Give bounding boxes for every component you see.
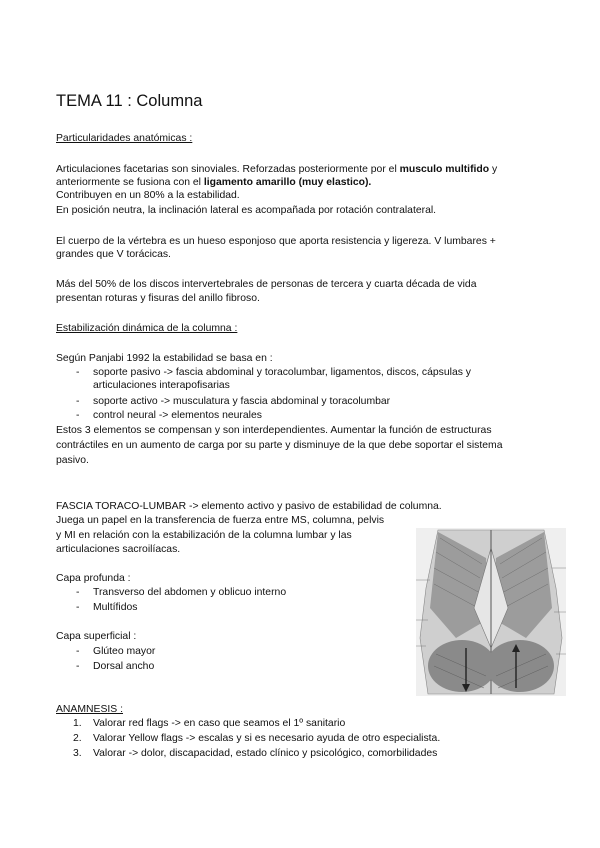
paragraph-line: Articulaciones facetarias son sinoviales. Reforzadas posteriormente por el musculo multifido y bbox=[56, 164, 498, 175]
bullet-dash: - bbox=[76, 587, 80, 598]
list-item: Valorar -> dolor, discapacidad, estado clínico y psicológico, comorbilidades bbox=[93, 748, 438, 759]
paragraph-line: y MI en relación con la estabilización de la columna lumbar y las bbox=[56, 530, 352, 541]
paragraph-line: El cuerpo de la vértebra es un hueso esponjoso que aporta resistencia y ligereza. V lumbares + bbox=[56, 236, 496, 247]
paragraph-line: En posición neutra, la inclinación lateral es acompañada por rotación contralateral. bbox=[56, 205, 437, 216]
bullet-dash: - bbox=[76, 661, 80, 672]
list-item: soporte activo -> musculatura y fascia abdominal y toracolumbar bbox=[93, 396, 391, 407]
paragraph-line: Contribuyen en un 80% a la estabilidad. bbox=[56, 190, 240, 201]
paragraph-line: presentan roturas y fisuras del anillo fibroso. bbox=[56, 293, 260, 304]
paragraph-line: grandes que V torácicas. bbox=[56, 249, 171, 260]
bullet-dash: - bbox=[76, 396, 80, 407]
bullet-dash: - bbox=[76, 367, 80, 378]
list-item: control neural -> elementos neurales bbox=[93, 410, 262, 421]
list-number: 1. bbox=[73, 718, 82, 729]
paragraph-line: Más del 50% de los discos intervertebrales de personas de tercera y cuarta década de vida bbox=[56, 279, 477, 290]
paragraph-line: pasivo. bbox=[56, 455, 89, 466]
list-item: Transverso del abdomen y oblicuo interno bbox=[93, 587, 287, 598]
list-item: soporte pasivo -> fascia abdominal y toracolumbar, ligamentos, discos, cápsulas y bbox=[93, 367, 472, 378]
section-heading-stabilization: Estabilización dinámica de la columna : bbox=[56, 323, 238, 334]
thoracolumbar-fascia-illustration bbox=[416, 528, 566, 696]
bullet-dash: - bbox=[76, 410, 80, 421]
paragraph-line: Capa superficial : bbox=[56, 631, 137, 642]
list-item: Valorar red flags -> en caso que seamos el 1º sanitario bbox=[93, 718, 346, 729]
list-number: 3. bbox=[73, 748, 82, 759]
list-item: Valorar Yellow flags -> escalas y si es necesario ayuda de otro especialista. bbox=[93, 733, 441, 744]
list-item: Multífidos bbox=[93, 602, 138, 613]
paragraph-line: articulaciones sacroilíacas. bbox=[56, 544, 181, 555]
paragraph-line: Estos 3 elementos se compensan y son interdependientes. Aumentar la función de estructuras bbox=[56, 425, 492, 436]
bullet-dash: - bbox=[76, 602, 80, 613]
list-item: Dorsal ancho bbox=[93, 661, 155, 672]
paragraph-line: contráctiles en un aumento de carga por su parte y disminuye de la que debe soportar el sistema bbox=[56, 440, 503, 451]
paragraph-line: Juega un papel en la transferencia de fuerza entre MS, columna, pelvis bbox=[56, 515, 385, 526]
list-number: 2. bbox=[73, 733, 82, 744]
paragraph-line: FASCIA TORACO-LUMBAR -> elemento activo y pasivo de estabilidad de columna. bbox=[56, 501, 442, 512]
paragraph-line: Capa profunda : bbox=[56, 573, 131, 584]
list-item: Glúteo mayor bbox=[93, 646, 156, 657]
bullet-dash: - bbox=[76, 646, 80, 657]
paragraph-line: Según Panjabi 1992 la estabilidad se basa en : bbox=[56, 353, 273, 364]
section-heading-anamnesis: ANAMNESIS : bbox=[56, 704, 123, 715]
page-title: TEMA 11 : Columna bbox=[56, 92, 203, 110]
paragraph-line: anteriormente se fusiona con el ligamento amarillo (muy elastico). bbox=[56, 177, 372, 188]
section-heading-anatomy: Particularidades anatómicas : bbox=[56, 133, 193, 144]
list-item: articulaciones interapofisarias bbox=[93, 380, 230, 391]
anatomy-drawing bbox=[416, 528, 566, 696]
